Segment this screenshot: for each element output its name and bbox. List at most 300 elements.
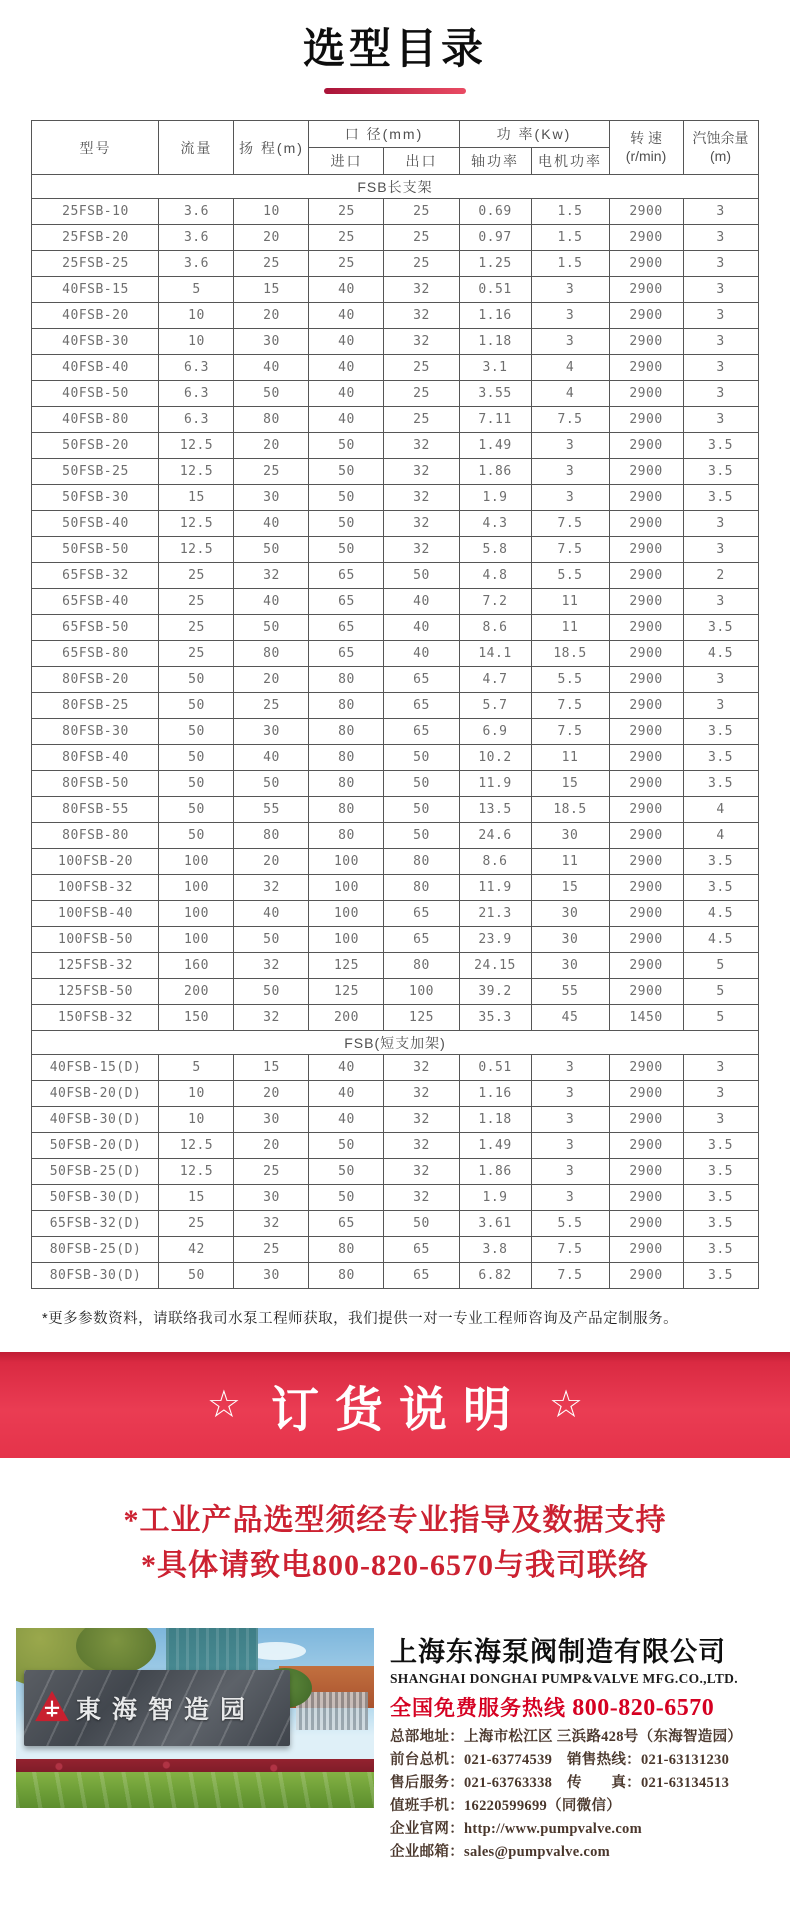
title-underline-bar xyxy=(324,88,466,94)
model-cell: 50FSB-30(D) xyxy=(32,1185,159,1211)
value-cell: 2900 xyxy=(609,693,683,719)
value-cell: 3 xyxy=(531,1133,609,1159)
value-cell: 12.5 xyxy=(159,511,234,537)
value-cell: 2900 xyxy=(609,303,683,329)
value-cell: 65 xyxy=(309,615,384,641)
star-icon: ☆ xyxy=(549,1384,584,1426)
company-info xyxy=(390,1628,776,1863)
value-cell: 2900 xyxy=(609,875,683,901)
value-cell: 30 xyxy=(234,1185,309,1211)
value-cell: 1.49 xyxy=(459,1133,531,1159)
value-cell: 30 xyxy=(234,1263,309,1289)
value-cell: 2900 xyxy=(609,849,683,875)
value-cell: 10 xyxy=(159,303,234,329)
value-cell: 100 xyxy=(159,875,234,901)
sign-board xyxy=(24,1670,290,1746)
table-row xyxy=(32,1237,758,1263)
model-cell: 80FSB-30(D) xyxy=(32,1263,159,1289)
value-cell: 20 xyxy=(234,667,309,693)
value-cell: 3.5 xyxy=(683,1133,758,1159)
value-cell: 12.5 xyxy=(159,1159,234,1185)
value-cell: 2900 xyxy=(609,563,683,589)
value-cell: 4 xyxy=(683,823,758,849)
value-cell: 40 xyxy=(234,901,309,927)
table-body xyxy=(32,175,758,1289)
value-cell: 1.86 xyxy=(459,1159,531,1185)
value-cell: 3.6 xyxy=(159,199,234,225)
model-cell: 50FSB-50 xyxy=(32,537,159,563)
value-cell: 50 xyxy=(234,927,309,953)
company-name-cn: 上海东海泵阀制造有限公司 xyxy=(390,1637,726,1667)
value-cell: 12.5 xyxy=(159,433,234,459)
value-cell: 3 xyxy=(531,1081,609,1107)
table-row xyxy=(32,251,758,277)
table-row xyxy=(32,511,758,537)
value-cell: 30 xyxy=(234,719,309,745)
value-cell: 125 xyxy=(309,979,384,1005)
value-cell: 14.1 xyxy=(459,641,531,667)
value-cell: 25 xyxy=(234,1159,309,1185)
table-row xyxy=(32,615,758,641)
value-cell: 25 xyxy=(384,199,459,225)
model-cell: 40FSB-20(D) xyxy=(32,1081,159,1107)
value-cell: 50 xyxy=(309,485,384,511)
value-cell: 25 xyxy=(159,589,234,615)
value-cell: 3 xyxy=(531,277,609,303)
table-row xyxy=(32,875,758,901)
value-cell: 3 xyxy=(683,511,758,537)
value-cell: 3 xyxy=(683,277,758,303)
value-cell: 100 xyxy=(309,875,384,901)
table-row xyxy=(32,1055,758,1081)
value-cell: 32 xyxy=(384,485,459,511)
header-npsh-label: 汽蚀余量 xyxy=(692,130,749,146)
value-cell: 50 xyxy=(384,823,459,849)
value-cell: 100 xyxy=(159,901,234,927)
value-cell: 3 xyxy=(683,303,758,329)
value-cell: 2900 xyxy=(609,1133,683,1159)
value-cell: 32 xyxy=(384,329,459,355)
value-cell: 50 xyxy=(159,667,234,693)
value-cell: 65 xyxy=(384,927,459,953)
value-cell: 50 xyxy=(159,823,234,849)
value-cell: 1.25 xyxy=(459,251,531,277)
table-row xyxy=(32,823,758,849)
value-cell: 32 xyxy=(234,1211,309,1237)
value-cell: 3.6 xyxy=(159,225,234,251)
value-cell: 2900 xyxy=(609,251,683,277)
value-cell: 0.69 xyxy=(459,199,531,225)
value-cell: 2900 xyxy=(609,1237,683,1263)
value-cell: 32 xyxy=(234,563,309,589)
value-cell: 11 xyxy=(531,745,609,771)
value-cell: 3 xyxy=(683,225,758,251)
model-cell: 65FSB-32(D) xyxy=(32,1211,159,1237)
value-cell: 5 xyxy=(159,277,234,303)
value-cell: 3 xyxy=(531,303,609,329)
value-cell: 50 xyxy=(159,693,234,719)
value-cell: 32 xyxy=(384,1081,459,1107)
value-cell: 2900 xyxy=(609,511,683,537)
value-cell: 4.5 xyxy=(683,901,758,927)
table-row xyxy=(32,433,758,459)
table-row xyxy=(32,953,758,979)
value-cell: 1.49 xyxy=(459,433,531,459)
value-cell: 11.9 xyxy=(459,771,531,797)
value-cell: 3.8 xyxy=(459,1237,531,1263)
value-cell: 2900 xyxy=(609,641,683,667)
contact-line-service-fax: 售后服务：021-63763338 传 真：021-63134513 xyxy=(390,1774,730,1791)
value-cell: 80 xyxy=(234,641,309,667)
value-cell: 40 xyxy=(309,407,384,433)
value-cell: 50 xyxy=(234,771,309,797)
table-row xyxy=(32,1133,758,1159)
table-row xyxy=(32,719,758,745)
value-cell: 100 xyxy=(159,927,234,953)
table-row xyxy=(32,537,758,563)
value-cell: 2900 xyxy=(609,329,683,355)
value-cell: 15 xyxy=(234,277,309,303)
table-row xyxy=(32,459,758,485)
value-cell: 20 xyxy=(234,1133,309,1159)
value-cell: 40 xyxy=(309,381,384,407)
value-cell: 2900 xyxy=(609,1107,683,1133)
value-cell: 50 xyxy=(159,1263,234,1289)
value-cell: 30 xyxy=(531,823,609,849)
value-cell: 1.86 xyxy=(459,459,531,485)
model-cell: 50FSB-40 xyxy=(32,511,159,537)
value-cell: 2900 xyxy=(609,589,683,615)
header-inlet: 进口 xyxy=(309,148,384,175)
table-row xyxy=(32,1159,758,1185)
value-cell: 2900 xyxy=(609,277,683,303)
value-cell: 80 xyxy=(309,771,384,797)
value-cell: 3.5 xyxy=(683,1159,758,1185)
service-hotline xyxy=(390,1692,776,1722)
selection-notice xyxy=(0,1498,790,1588)
value-cell: 3 xyxy=(683,407,758,433)
value-cell: 55 xyxy=(531,979,609,1005)
value-cell: 4.5 xyxy=(683,641,758,667)
value-cell: 2900 xyxy=(609,381,683,407)
value-cell: 80 xyxy=(309,797,384,823)
model-cell: 80FSB-30 xyxy=(32,719,159,745)
table-row xyxy=(32,1185,758,1211)
value-cell: 3 xyxy=(683,355,758,381)
value-cell: 2900 xyxy=(609,797,683,823)
pump-selection-table xyxy=(31,120,758,1289)
value-cell: 4 xyxy=(531,355,609,381)
value-cell: 50 xyxy=(234,615,309,641)
value-cell: 4.7 xyxy=(459,667,531,693)
value-cell: 4 xyxy=(531,381,609,407)
header-outlet: 出口 xyxy=(384,148,459,175)
value-cell: 80 xyxy=(234,823,309,849)
value-cell: 15 xyxy=(159,1185,234,1211)
table-row xyxy=(32,797,758,823)
model-cell: 80FSB-80 xyxy=(32,823,159,849)
table-row xyxy=(32,485,758,511)
model-cell: 80FSB-50 xyxy=(32,771,159,797)
value-cell: 40 xyxy=(309,1107,384,1133)
value-cell: 100 xyxy=(309,849,384,875)
value-cell: 3 xyxy=(683,1081,758,1107)
value-cell: 1.5 xyxy=(531,251,609,277)
value-cell: 3 xyxy=(531,485,609,511)
value-cell: 4.5 xyxy=(683,927,758,953)
table-row xyxy=(32,199,758,225)
value-cell: 2900 xyxy=(609,771,683,797)
table-row xyxy=(32,329,758,355)
value-cell: 80 xyxy=(309,719,384,745)
value-cell: 23.9 xyxy=(459,927,531,953)
value-cell: 1.9 xyxy=(459,1185,531,1211)
value-cell: 50 xyxy=(159,719,234,745)
value-cell: 3 xyxy=(683,1055,758,1081)
value-cell: 8.6 xyxy=(459,615,531,641)
table-row xyxy=(32,589,758,615)
company-section xyxy=(0,1622,790,1909)
model-cell: 100FSB-20 xyxy=(32,849,159,875)
value-cell: 80 xyxy=(309,823,384,849)
value-cell: 6.3 xyxy=(159,381,234,407)
value-cell: 18.5 xyxy=(531,641,609,667)
value-cell: 40 xyxy=(384,641,459,667)
value-cell: 2900 xyxy=(609,485,683,511)
donghai-logo-icon xyxy=(34,1690,70,1727)
value-cell: 3 xyxy=(683,537,758,563)
value-cell: 3.5 xyxy=(683,459,758,485)
value-cell: 160 xyxy=(159,953,234,979)
table-row xyxy=(32,693,758,719)
value-cell: 6.3 xyxy=(159,355,234,381)
value-cell: 5.5 xyxy=(531,1211,609,1237)
value-cell: 3 xyxy=(683,381,758,407)
value-cell: 100 xyxy=(384,979,459,1005)
model-cell: 40FSB-15 xyxy=(32,277,159,303)
table-row xyxy=(32,1211,758,1237)
model-cell: 50FSB-25(D) xyxy=(32,1159,159,1185)
value-cell: 100 xyxy=(309,901,384,927)
value-cell: 10 xyxy=(159,1081,234,1107)
header-npsh xyxy=(683,121,758,175)
value-cell: 3.5 xyxy=(683,1185,758,1211)
value-cell: 50 xyxy=(309,433,384,459)
value-cell: 32 xyxy=(384,303,459,329)
value-cell: 2900 xyxy=(609,1055,683,1081)
value-cell: 3 xyxy=(531,1107,609,1133)
value-cell: 200 xyxy=(159,979,234,1005)
model-cell: 50FSB-20 xyxy=(32,433,159,459)
value-cell: 7.5 xyxy=(531,719,609,745)
value-cell: 65 xyxy=(309,1211,384,1237)
table-row xyxy=(32,901,758,927)
contact-lines xyxy=(390,1726,776,1863)
value-cell: 20 xyxy=(234,433,309,459)
contact-line-address: 总部地址：上海市松江区 三浜路428号（东海智造园） xyxy=(390,1729,743,1745)
value-cell: 10 xyxy=(159,1107,234,1133)
value-cell: 2900 xyxy=(609,355,683,381)
section-row xyxy=(32,1031,758,1055)
value-cell: 2900 xyxy=(609,433,683,459)
value-cell: 3 xyxy=(683,667,758,693)
value-cell: 32 xyxy=(234,953,309,979)
value-cell: 32 xyxy=(384,1055,459,1081)
value-cell: 11 xyxy=(531,615,609,641)
model-cell: 125FSB-32 xyxy=(32,953,159,979)
contact-line-website[interactable]: 企业官网：http://www.pumpvalve.com xyxy=(390,1820,642,1837)
value-cell: 40 xyxy=(384,615,459,641)
value-cell: 80 xyxy=(309,1263,384,1289)
model-cell: 65FSB-40 xyxy=(32,589,159,615)
value-cell: 3.5 xyxy=(683,615,758,641)
value-cell: 7.11 xyxy=(459,407,531,433)
value-cell: 18.5 xyxy=(531,797,609,823)
value-cell: 30 xyxy=(234,485,309,511)
value-cell: 10.2 xyxy=(459,745,531,771)
value-cell: 25 xyxy=(309,199,384,225)
value-cell: 32 xyxy=(234,1005,309,1031)
value-cell: 65 xyxy=(384,667,459,693)
value-cell: 25 xyxy=(159,641,234,667)
value-cell: 5.8 xyxy=(459,537,531,563)
model-cell: 40FSB-40 xyxy=(32,355,159,381)
notice-line-1: *工业产品选型须经专业指导及数据支持 xyxy=(123,1504,667,1537)
value-cell: 80 xyxy=(309,667,384,693)
value-cell: 40 xyxy=(234,511,309,537)
banner-title: 订货说明 xyxy=(270,1383,527,1437)
value-cell: 50 xyxy=(159,745,234,771)
value-cell: 2900 xyxy=(609,1211,683,1237)
value-cell: 7.5 xyxy=(531,693,609,719)
value-cell: 25 xyxy=(384,381,459,407)
value-cell: 30 xyxy=(531,927,609,953)
model-cell: 80FSB-20 xyxy=(32,667,159,693)
contact-line-email[interactable]: 企业邮箱：sales@pumpvalve.com xyxy=(390,1843,611,1860)
company-name-en: SHANGHAI DONGHAI PUMP&VALVE MFG.CO.,LTD. xyxy=(390,1671,738,1686)
contact-line-mobile: 值班手机：16220599699（同微信） xyxy=(390,1797,622,1814)
value-cell: 35.3 xyxy=(459,1005,531,1031)
value-cell: 2900 xyxy=(609,407,683,433)
value-cell: 2900 xyxy=(609,1159,683,1185)
header-speed-label: 转 速 xyxy=(630,130,662,146)
value-cell: 50 xyxy=(234,381,309,407)
value-cell: 11.9 xyxy=(459,875,531,901)
model-cell: 125FSB-50 xyxy=(32,979,159,1005)
value-cell: 200 xyxy=(309,1005,384,1031)
value-cell: 1.5 xyxy=(531,199,609,225)
value-cell: 2900 xyxy=(609,225,683,251)
value-cell: 2900 xyxy=(609,199,683,225)
value-cell: 40 xyxy=(384,589,459,615)
value-cell: 25 xyxy=(234,693,309,719)
value-cell: 39.2 xyxy=(459,979,531,1005)
value-cell: 50 xyxy=(159,771,234,797)
value-cell: 2900 xyxy=(609,927,683,953)
value-cell: 3 xyxy=(531,459,609,485)
value-cell: 50 xyxy=(384,1211,459,1237)
value-cell: 2900 xyxy=(609,745,683,771)
value-cell: 3 xyxy=(683,1107,758,1133)
model-cell: 65FSB-50 xyxy=(32,615,159,641)
sign-text: 東海智造园 xyxy=(76,1696,257,1724)
value-cell: 20 xyxy=(234,225,309,251)
model-cell: 65FSB-80 xyxy=(32,641,159,667)
header-flow: 流量 xyxy=(159,121,234,175)
value-cell: 65 xyxy=(384,1237,459,1263)
value-cell: 50 xyxy=(309,459,384,485)
value-cell: 80 xyxy=(234,407,309,433)
table-row xyxy=(32,641,758,667)
value-cell: 50 xyxy=(384,563,459,589)
value-cell: 32 xyxy=(384,1159,459,1185)
header-diameter-group: 口 径(mm) xyxy=(309,121,459,148)
value-cell: 3 xyxy=(683,329,758,355)
value-cell: 32 xyxy=(384,1107,459,1133)
header-shaft-power: 轴功率 xyxy=(459,148,531,175)
value-cell: 65 xyxy=(384,693,459,719)
value-cell: 15 xyxy=(531,771,609,797)
value-cell: 3 xyxy=(531,329,609,355)
value-cell: 3.5 xyxy=(683,485,758,511)
value-cell: 6.3 xyxy=(159,407,234,433)
value-cell: 80 xyxy=(384,875,459,901)
value-cell: 32 xyxy=(384,459,459,485)
factory-photo xyxy=(16,1628,374,1808)
value-cell: 2900 xyxy=(609,979,683,1005)
value-cell: 15 xyxy=(531,875,609,901)
value-cell: 25 xyxy=(384,225,459,251)
value-cell: 25 xyxy=(159,563,234,589)
value-cell: 30 xyxy=(531,953,609,979)
section-label: FSB(短支加架) xyxy=(32,1031,758,1055)
value-cell: 32 xyxy=(384,537,459,563)
table-row xyxy=(32,745,758,771)
value-cell: 3.5 xyxy=(683,433,758,459)
model-cell: 65FSB-32 xyxy=(32,563,159,589)
value-cell: 15 xyxy=(159,485,234,511)
value-cell: 30 xyxy=(234,1107,309,1133)
lawn xyxy=(16,1772,374,1808)
value-cell: 8.6 xyxy=(459,849,531,875)
value-cell: 25 xyxy=(159,615,234,641)
value-cell: 50 xyxy=(234,537,309,563)
value-cell: 3 xyxy=(683,199,758,225)
value-cell: 40 xyxy=(309,1055,384,1081)
value-cell: 40 xyxy=(234,355,309,381)
value-cell: 12.5 xyxy=(159,1133,234,1159)
value-cell: 32 xyxy=(384,433,459,459)
value-cell: 7.5 xyxy=(531,537,609,563)
header-head: 扬 程(m) xyxy=(234,121,309,175)
value-cell: 5 xyxy=(683,979,758,1005)
value-cell: 55 xyxy=(234,797,309,823)
table-row xyxy=(32,927,758,953)
value-cell: 3.5 xyxy=(683,1237,758,1263)
value-cell: 80 xyxy=(309,1237,384,1263)
value-cell: 45 xyxy=(531,1005,609,1031)
model-cell: 25FSB-10 xyxy=(32,199,159,225)
value-cell: 2900 xyxy=(609,1081,683,1107)
value-cell: 3 xyxy=(683,693,758,719)
header-power-group: 功 率(Kw) xyxy=(459,121,609,148)
model-cell: 80FSB-55 xyxy=(32,797,159,823)
value-cell: 20 xyxy=(234,1081,309,1107)
value-cell: 7.5 xyxy=(531,1263,609,1289)
value-cell: 3.5 xyxy=(683,745,758,771)
value-cell: 0.51 xyxy=(459,1055,531,1081)
model-cell: 40FSB-15(D) xyxy=(32,1055,159,1081)
